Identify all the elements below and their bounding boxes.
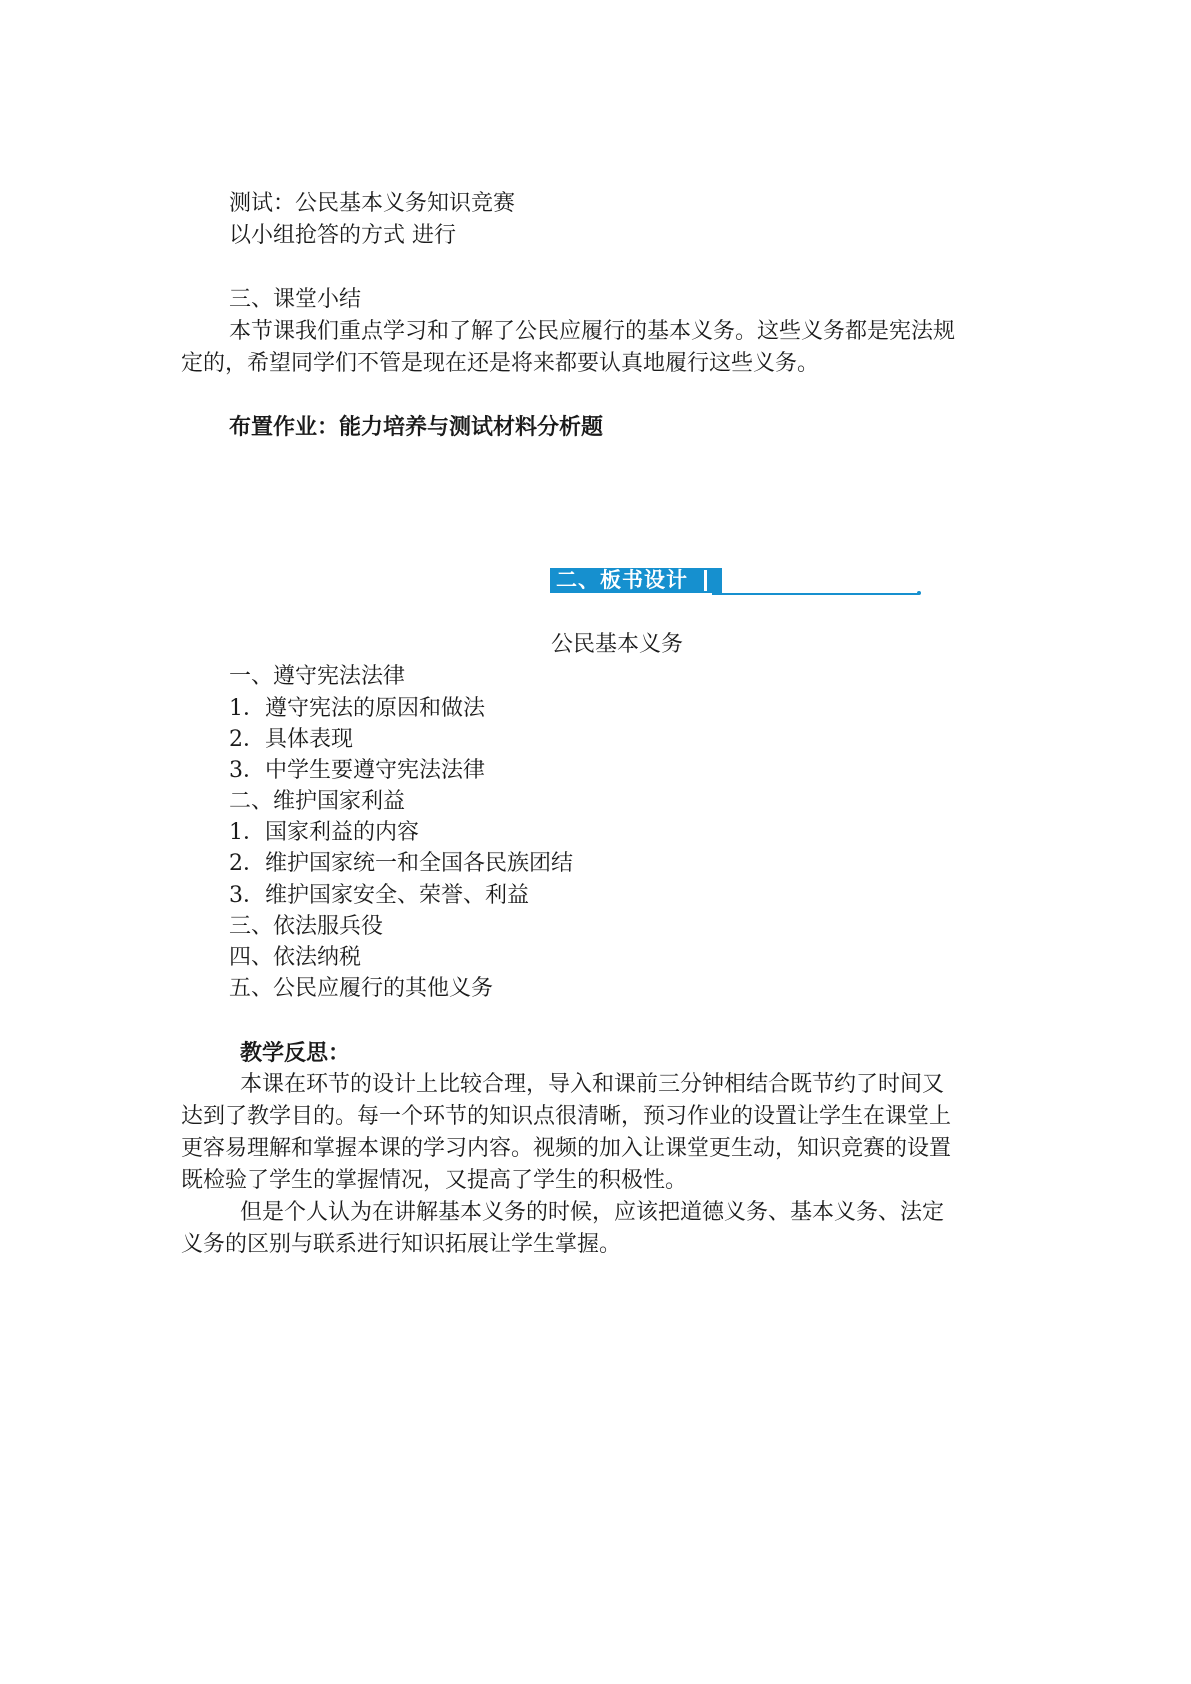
outline-item: 2．维护国家统一和全国各民族团结 xyxy=(229,851,573,876)
outline-item: 1．遵守宪法的原因和做法 xyxy=(229,696,485,721)
test-method: 以小组抢答的方式 进行 xyxy=(229,223,456,248)
summary-body-line-2: 定的，希望同学们不管是现在还是将来都要认真地履行这些义务。 xyxy=(181,351,820,376)
reflection-line: 本课在环节的设计上比较合理，导入和课前三分钟相结合既节约了时间又 xyxy=(240,1072,945,1097)
summary-body-line-1: 本节课我们重点学习和了解了公民应履行的基本义务。这些义务都是宪法规 xyxy=(229,319,956,344)
section-banner-title: 二、板书设计 xyxy=(556,568,688,592)
reflection-line: 更容易理解和掌握本课的学习内容。视频的加入让课堂更生动，知识竞赛的设置 xyxy=(181,1136,952,1161)
reflection-heading: 教学反思： xyxy=(240,1041,351,1066)
outline-item: 一、遵守宪法法律 xyxy=(229,664,406,689)
outline-item: 三、依法服兵役 xyxy=(229,914,384,939)
homework-assignment: 布置作业：能力培养与测试材料分析题 xyxy=(229,415,604,440)
outline-item: 2．具体表现 xyxy=(229,727,353,752)
section-banner xyxy=(550,568,722,593)
banner-divider xyxy=(704,570,707,591)
outline-item: 3．维护国家安全、荣誉、利益 xyxy=(229,883,529,908)
banner-underline xyxy=(712,593,919,595)
board-title: 公民基本义务 xyxy=(551,632,684,657)
banner-underline-end xyxy=(917,591,921,595)
reflection-line: 既检验了学生的掌握情况，又提高了学生的积极性。 xyxy=(181,1168,688,1193)
test-title: 测试：公民基本义务知识竞赛 xyxy=(229,191,516,216)
summary-heading: 三、课堂小结 xyxy=(229,287,362,312)
outline-item: 四、依法纳税 xyxy=(229,945,362,970)
outline-item: 五、公民应履行的其他义务 xyxy=(229,976,494,1001)
reflection-line: 义务的区别与联系进行知识拓展让学生掌握。 xyxy=(181,1232,622,1257)
outline-item: 1．国家利益的内容 xyxy=(229,820,419,845)
reflection-line: 达到了教学目的。每一个环节的知识点很清晰，预习作业的设置让学生在课堂上 xyxy=(181,1104,952,1129)
reflection-line: 但是个人认为在讲解基本义务的时候，应该把道德义务、基本义务、法定 xyxy=(240,1200,945,1225)
outline-item: 3．中学生要遵守宪法法律 xyxy=(229,758,485,783)
outline-item: 二、维护国家利益 xyxy=(229,789,406,814)
